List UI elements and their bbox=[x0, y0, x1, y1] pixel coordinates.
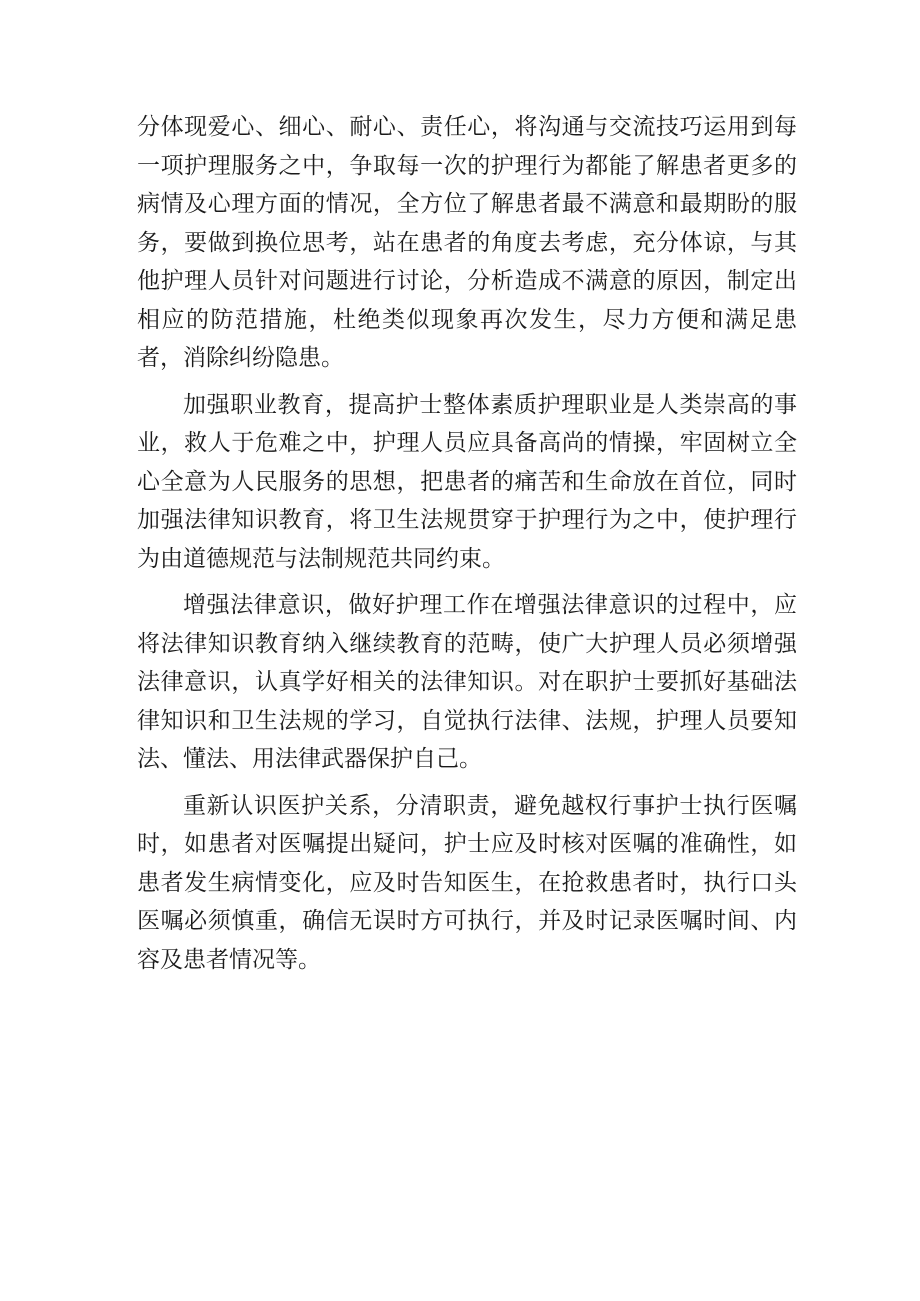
document-body bbox=[137, 108, 797, 987]
paragraph-continuation: 分体现爱心、细心、耐心、责任心，将沟通与交流技巧运用到每一项护理服务之中，争取每一次的护理行为都能了解患者更多的病情及心理方面的情况，全方位了解患者最不满意和最期盼的服务，要做到换位思考，站在患者的角度去考虑，充分体谅，与其他护理人员针对问题进行讨论，分析造成不满意的原因，制定出相应的防范措施，杜绝类似现象再次发生，尽力方便和满足患者，消除纠纷隐患。 bbox=[137, 114, 797, 371]
paragraph-professional-education: 加强职业教育，提高护士整体素质护理职业是人类崇高的事业，救人于危难之中，护理人员应具备高尚的情操，牢固树立全心全意为人民服务的思想，把患者的痛苦和生命放在首位，同时加强法律知识教育，将卫生法规贯穿于护理行为之中，使护理行为由道德规范与法制规范共同约束。 bbox=[137, 391, 797, 572]
paragraph-doctor-nurse-relationship: 重新认识医护关系，分清职责，避免越权行事护士执行医嘱时，如患者对医嘱提出疑问，护士应及时核对医嘱的准确性，如患者发生病情变化，应及时告知医生，在抢救患者时，执行口头医嘱必须慎重，确信无误时方可执行，并及时记录医嘱时间、内容及患者情况等。 bbox=[137, 792, 797, 973]
paragraph-legal-awareness: 增强法律意识，做好护理工作在增强法律意识的过程中，应将法律知识教育纳入继续教育的范畴，使广大护理人员必须增强法律意识，认真学好相关的法律知识。对在职护士要抓好基础法律知识和卫生法规的学习，自觉执行法律、法规，护理人员要知法、懂法、用法律武器保护自己。 bbox=[137, 592, 797, 772]
